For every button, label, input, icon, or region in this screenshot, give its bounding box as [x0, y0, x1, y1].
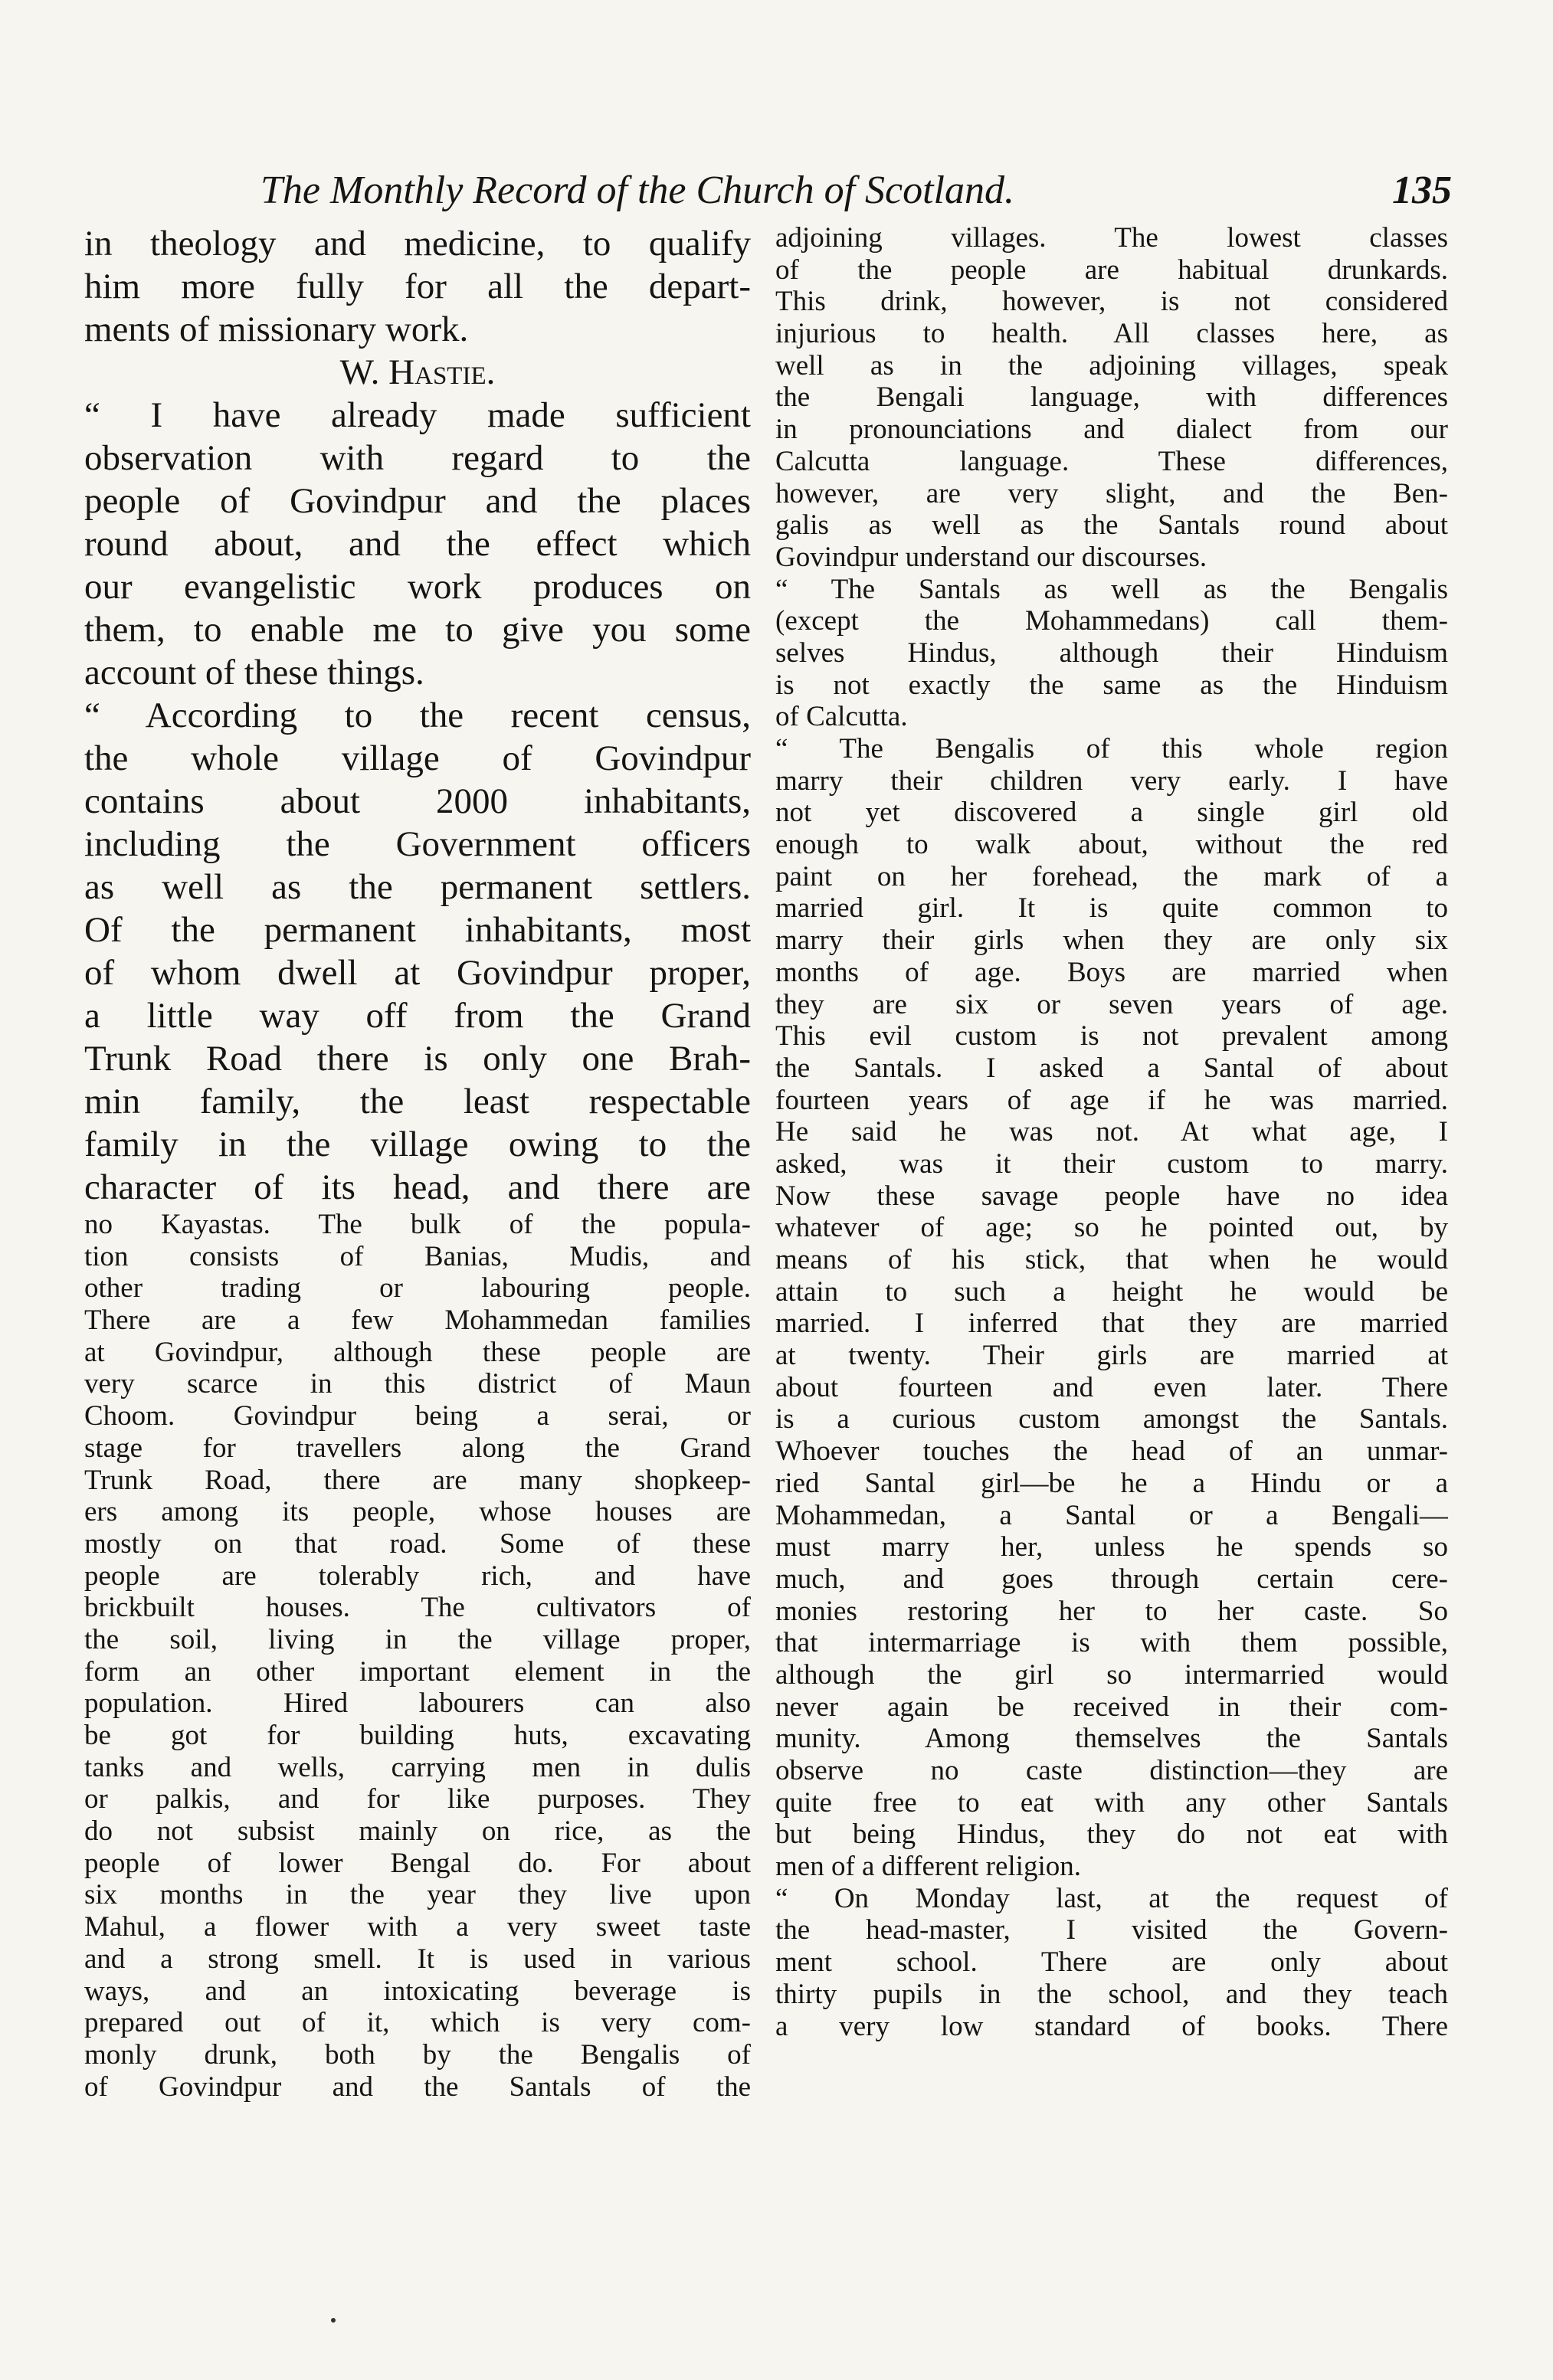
text-line: do not subsist mainly on rice, as the	[84, 1815, 751, 1848]
text-line: Trunk Road there is only one Brah-	[84, 1039, 751, 1079]
text-line: at twenty. Their girls are married at	[775, 1340, 1448, 1372]
text-line: Now these savage people have no idea	[775, 1180, 1448, 1212]
text-line: whatever of age; so he pointed out, by	[775, 1212, 1448, 1244]
text-line: be got for building huts, excavating	[84, 1720, 751, 1751]
text-line: of Govindpur and the Santals of the	[84, 2071, 751, 2103]
text-line: never again be received in their com-	[775, 1691, 1448, 1723]
text-line: Calcutta language. These differences,	[775, 445, 1448, 477]
text-line: This evil custom is not prevalent among	[775, 1020, 1448, 1053]
text-line: however, are very slight, and the Ben-	[775, 477, 1448, 509]
text-line: in theology and medicine, to qualify	[84, 224, 751, 264]
text-line: adjoining villages. The lowest classes	[775, 222, 1448, 254]
text-line: him more fully for all the depart-	[84, 267, 751, 306]
text-line: monies restoring her to her caste. So	[775, 1595, 1448, 1627]
text-line: Of the permanent inhabitants, most	[84, 910, 751, 950]
text-line: or palkis, and for like purposes. They	[84, 1783, 751, 1815]
text-line: family in the village owing to the	[84, 1125, 751, 1164]
text-line: including the Government officers	[84, 824, 751, 864]
text-line: tanks and wells, carrying men in dulis	[84, 1751, 751, 1783]
text-line: “ I have already made sufficient	[84, 395, 751, 435]
page-number: 135	[1392, 169, 1452, 212]
text-line: fourteen years of age if he was married.	[775, 1084, 1448, 1116]
text-line: observe no caste distinction—they are	[775, 1755, 1448, 1786]
text-line: asked, was it their custom to marry.	[775, 1147, 1448, 1180]
text-line: six months in the year they live upon	[84, 1879, 751, 1911]
text-line: character of its head, and there are	[84, 1167, 751, 1207]
text-line: selves Hindus, although their Hinduism	[775, 637, 1448, 669]
text-line: the head-master, I visited the Govern-	[775, 1914, 1448, 1946]
text-line: ried Santal girl—be he a Hindu or a	[775, 1467, 1448, 1499]
text-line: men of a different religion.	[775, 1851, 1081, 1883]
text-line: a little way off from the Grand	[84, 996, 751, 1036]
text-line: attain to such a height he would be	[775, 1275, 1448, 1308]
text-line: people of lower Bengal do. For about	[84, 1847, 751, 1879]
text-line: round about, and the effect which	[84, 524, 751, 564]
text-line: galis as well as the Santals round about	[775, 509, 1448, 542]
text-line: a very low standard of books. There	[775, 2010, 1448, 2042]
text-line: ments of missionary work.	[84, 309, 469, 349]
text-line: other trading or labouring people.	[84, 1272, 751, 1305]
text-line: and a strong smell. It is used in various	[84, 1943, 751, 1975]
text-line: Choom. Govindpur being a serai, or	[84, 1400, 751, 1432]
text-line: about fourteen and even later. There	[775, 1371, 1448, 1403]
text-line: min family, the least respectable	[84, 1082, 751, 1121]
text-line: of the people are habitual drunkards.	[775, 254, 1448, 286]
text-line: the Santals. I asked a Santal of about	[775, 1052, 1448, 1084]
text-line: at Govindpur, although these people are	[84, 1336, 751, 1368]
text-line: months of age. Boys are married when	[775, 956, 1448, 988]
text-line: account of these things.	[84, 653, 424, 692]
stray-print-mark	[331, 2318, 336, 2323]
text-line: paint on her forehead, the mark of a	[775, 860, 1448, 892]
text-line: the soil, living in the village proper,	[84, 1623, 751, 1655]
author-signature: W. Hastie.	[339, 352, 496, 392]
text-line: thirty pupils in the school, and they teach	[775, 1978, 1448, 2010]
text-line: ment school. There are only about	[775, 1946, 1448, 1979]
text-line: the whole village of Govindpur	[84, 738, 751, 778]
text-line: “ On Monday last, at the request of	[775, 1882, 1448, 1914]
text-line: but being Hindus, they do not eat with	[775, 1819, 1448, 1851]
text-line: marry their girls when they are only six	[775, 925, 1448, 957]
text-line: that intermarriage is with them possible,	[775, 1627, 1448, 1659]
text-line: married. I inferred that they are married	[775, 1308, 1448, 1340]
text-line: married girl. It is quite common to	[775, 892, 1448, 925]
text-line: (except the Mohammedans) call them-	[775, 605, 1448, 637]
text-line: in pronounciations and dialect from our	[775, 414, 1448, 446]
text-line: There are a few Mohammedan families	[84, 1305, 751, 1337]
text-line: brickbuilt houses. The cultivators of	[84, 1592, 751, 1624]
text-line: as well as the permanent settlers.	[84, 867, 751, 907]
running-title: The Monthly Record of the Church of Scotland.	[260, 169, 1014, 212]
running-header	[84, 169, 1452, 214]
text-line: tion consists of Banias, Mudis, and	[84, 1240, 751, 1272]
text-line: well as in the adjoining villages, speak	[775, 349, 1448, 381]
text-line: our evangelistic work produces on	[84, 567, 751, 607]
text-line: is a curious custom amongst the Santals.	[775, 1403, 1448, 1436]
text-line: of Calcutta.	[775, 701, 908, 733]
text-line: they are six or seven years of age.	[775, 988, 1448, 1020]
text-line: although the girl so intermarried would	[775, 1658, 1448, 1691]
text-line: He said he was not. At what age, I	[775, 1116, 1448, 1148]
text-line: people of Govindpur and the places	[84, 481, 751, 521]
text-line: must marry her, unless he spends so	[775, 1531, 1448, 1563]
text-line: Whoever touches the head of an unmar-	[775, 1436, 1448, 1468]
text-line: marry their children very early. I have	[775, 764, 1448, 797]
text-line: “ The Santals as well as the Bengalis	[775, 573, 1448, 605]
text-line: is not exactly the same as the Hinduism	[775, 669, 1448, 701]
text-line: injurious to health. All classes here, as	[775, 318, 1448, 350]
text-line: not yet discovered a single girl old	[775, 797, 1448, 829]
text-line: This drink, however, is not considered	[775, 286, 1448, 318]
text-line: “ The Bengalis of this whole region	[775, 733, 1448, 764]
text-line: Trunk Road, there are many shopkeep-	[84, 1464, 751, 1496]
text-line: means of his stick, that when he would	[775, 1244, 1448, 1275]
text-line: enough to walk about, without the red	[775, 829, 1448, 861]
text-line: much, and goes through certain cere-	[775, 1563, 1448, 1595]
text-line: Mahul, a flower with a very sweet taste	[84, 1911, 751, 1943]
text-line: “ According to the recent census,	[84, 696, 751, 735]
text-line: Govindpur understand our discourses.	[775, 541, 1207, 573]
text-line: contains about 2000 inhabitants,	[84, 781, 751, 821]
text-line: form an other important element in the	[84, 1655, 751, 1688]
text-line: Mohammedan, a Santal or a Bengali—	[775, 1499, 1448, 1531]
text-line: population. Hired labourers can also	[84, 1688, 751, 1720]
right-column	[775, 222, 1448, 2042]
text-line: stage for travellers along the Grand	[84, 1432, 751, 1464]
text-line: mostly on that road. Some of these	[84, 1527, 751, 1560]
text-line: of whom dwell at Govindpur proper,	[84, 953, 751, 993]
text-line: them, to enable me to give you some	[84, 610, 751, 650]
text-line: observation with regard to the	[84, 438, 751, 478]
left-column	[84, 222, 751, 2103]
text-line: monly drunk, both by the Bengalis of	[84, 2038, 751, 2071]
text-line: ers among its people, whose houses are	[84, 1496, 751, 1528]
text-line: the Bengali language, with differences	[775, 381, 1448, 414]
text-line: ways, and an intoxicating beverage is	[84, 1975, 751, 2007]
text-line: very scarce in this district of Maun	[84, 1368, 751, 1400]
text-line: munity. Among themselves the Santals	[775, 1723, 1448, 1755]
text-line: quite free to eat with any other Santals	[775, 1786, 1448, 1819]
text-line: people are tolerably rich, and have	[84, 1560, 751, 1592]
text-line: prepared out of it, which is very com-	[84, 2007, 751, 2039]
text-line: no Kayastas. The bulk of the popula-	[84, 1209, 751, 1240]
